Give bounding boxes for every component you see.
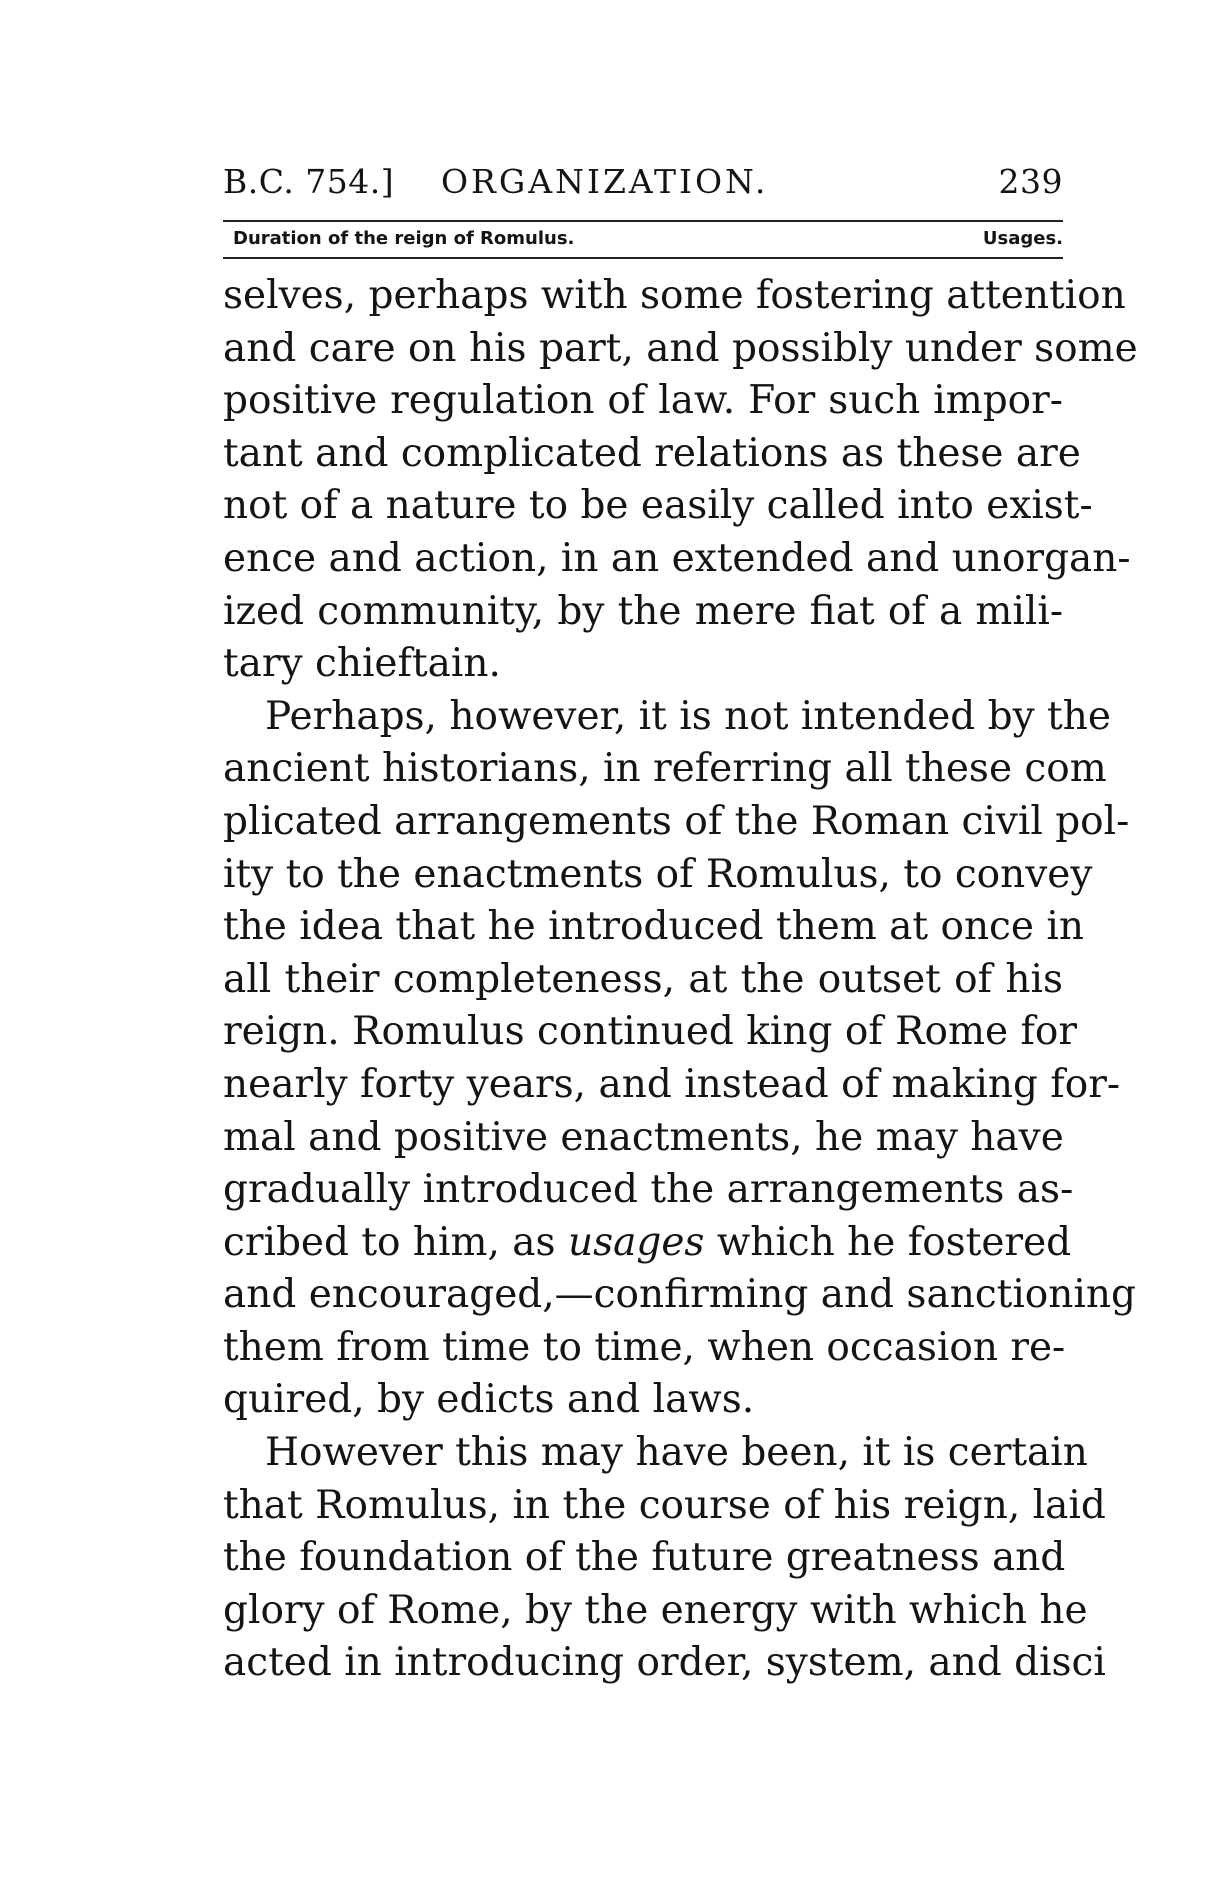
text-segment: cribed to him, as [223, 1219, 556, 1265]
chapter-title: ORGANIZATION. [441, 162, 769, 201]
text-line: ized community, by the mere fiat of a mili- [223, 588, 1063, 634]
sidenote-right: Usages. [982, 228, 1063, 249]
text-line: gradually introduced the arrangements as- [223, 1167, 1074, 1213]
text-line: ancient historians, in referring all these com [223, 746, 1107, 792]
text-line: and encouraged,—confirming and sanctioning [223, 1272, 1136, 1318]
sidenote-row [223, 226, 1063, 254]
text-line: them from time to time, when occasion re- [223, 1324, 1066, 1370]
header-rule-bottom [223, 257, 1063, 259]
text-line: ence and action, in an extended and unorgan- [223, 535, 1131, 581]
text-line: glory of Rome, by the energy with which he [223, 1587, 1088, 1633]
text-line: mal and positive enactments, he may have [223, 1114, 1064, 1160]
text-line: all their completeness, at the outset of his [223, 956, 1063, 1002]
text-segment: which he fostered [716, 1219, 1072, 1265]
text-line: the idea that he introduced them at once in [223, 904, 1084, 950]
text-line: tary chieftain. [223, 641, 501, 687]
running-head [223, 162, 1063, 212]
text-line: selves, perhaps with some fostering attention [223, 273, 1126, 318]
text-line: not of a nature to be easily called into exist- [223, 483, 1093, 529]
text-line: quired, by edicts and laws. [223, 1377, 755, 1423]
body-text [223, 270, 1138, 1690]
text-line: Perhaps, however, it is not intended by the [265, 693, 1111, 739]
page-number: 239 [998, 162, 1063, 201]
text-line: However this may have been, it is certain [265, 1430, 1088, 1476]
text-line-with-italic [223, 1217, 1072, 1270]
header-rule-top [223, 220, 1063, 222]
chapter-date: B.C. 754.] [223, 162, 395, 201]
text-line: reign. Romulus continued king of Rome for [223, 1009, 1078, 1055]
text-line: ity to the enactments of Romulus, to convey [223, 851, 1093, 897]
text-line: positive regulation of law. For such impor- [223, 378, 1063, 424]
sidenote-left: Duration of the reign of Romulus. [233, 228, 575, 249]
italic-word: usages [567, 1219, 705, 1265]
text-line: plicated arrangements of the Roman civil pol- [223, 798, 1130, 844]
text-line: that Romulus, in the course of his reign, laid [223, 1482, 1106, 1528]
text-line: and care on his part, and possibly under some [223, 325, 1138, 371]
text-line: the foundation of the future greatness and [223, 1535, 1066, 1581]
text-line: nearly forty years, and instead of making for- [223, 1061, 1121, 1107]
text-line: acted in introducing order, system, and disci [223, 1640, 1106, 1686]
text-line: tant and complicated relations as these are [223, 430, 1081, 476]
